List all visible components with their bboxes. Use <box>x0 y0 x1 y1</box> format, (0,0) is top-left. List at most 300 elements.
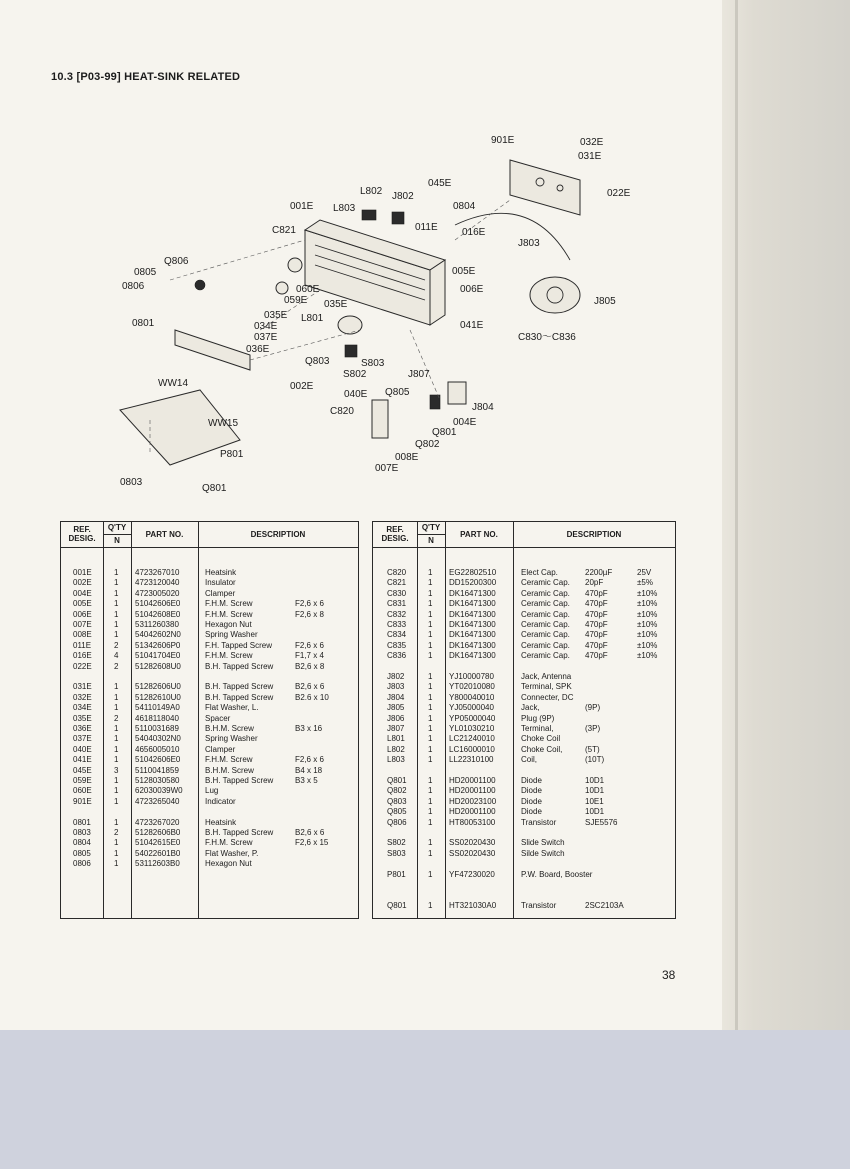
cell-desc: Ceramic Cap. <box>521 620 570 629</box>
cell-ref: P801 <box>387 869 406 879</box>
cell-qty: 2 <box>114 828 119 837</box>
cell-part: YP05000040 <box>449 713 496 723</box>
cell-desc: F.H.M. Screw <box>205 838 253 848</box>
label-c830-c836: C830～C836 <box>518 332 576 343</box>
cell-part: SS02020430 <box>449 848 496 858</box>
label-q805: Q805 <box>385 387 410 398</box>
cell-qty: 1 <box>428 724 433 733</box>
table-row <box>61 599 358 609</box>
cell-qty: 4 <box>114 651 119 661</box>
cell-qty: 1 <box>428 900 433 910</box>
cell-part: 51042606E0 <box>135 755 181 765</box>
label-p801: P801 <box>220 449 244 460</box>
table-row <box>61 578 358 588</box>
cell-ref: 032E <box>73 692 92 702</box>
cell-spec: (10T) <box>585 755 605 765</box>
table-row <box>373 797 675 807</box>
cell-part: LC16000010 <box>449 744 495 754</box>
cell-qty: 1 <box>114 744 119 754</box>
cell-desc: Spacer <box>205 713 231 723</box>
cell-ref: S803 <box>387 848 406 858</box>
cell-part: EG22802510 <box>449 568 497 577</box>
cell-spec: F2,6 x 8 <box>295 609 324 619</box>
cell-qty: 1 <box>114 776 119 785</box>
label-0806: 0806 <box>122 281 145 292</box>
table-row <box>373 838 675 848</box>
cell-ref: C832 <box>387 609 407 619</box>
label-j802: J802 <box>392 191 414 202</box>
label-q801-bottom: Q801 <box>202 483 227 494</box>
table-row <box>61 610 358 620</box>
parts-table-left <box>60 521 359 919</box>
cell-desc: Diode <box>521 796 542 806</box>
table-body <box>373 548 675 918</box>
label-j804: J804 <box>472 402 494 413</box>
label-040e: 040E <box>344 389 368 400</box>
cell-part: 5110041859 <box>135 765 179 775</box>
cell-ref: 011E <box>73 640 92 650</box>
header-ref: REF. DESIG. <box>381 525 409 543</box>
cell-desc: Diode <box>521 786 542 796</box>
cell-part: HD20001100 <box>449 807 496 817</box>
section-heading: 10.3 [P03-99] HEAT-SINK RELATED <box>51 71 241 83</box>
label-q802: Q802 <box>415 439 440 450</box>
cell-part: 54110149A0 <box>135 703 180 713</box>
cell-qty: 1 <box>428 786 433 796</box>
cell-desc: Clamper <box>205 744 236 754</box>
cell-part: 62030039W0 <box>135 786 183 796</box>
table-row <box>373 880 675 890</box>
cell-qty: 1 <box>428 651 433 661</box>
label-032e: 032E <box>580 137 604 148</box>
table-row <box>373 776 675 786</box>
cell-qty: 1 <box>114 682 119 692</box>
cell-qty: 1 <box>428 817 433 827</box>
label-007e: 007E <box>375 463 399 474</box>
cell-qty: 1 <box>428 568 433 577</box>
cell-ref: C830 <box>387 588 407 598</box>
table-row <box>373 870 675 880</box>
cell-ref: L801 <box>387 734 405 744</box>
cell-spec: 470pF <box>585 630 608 640</box>
header-qty-n: N <box>428 536 434 545</box>
cell-part: 51282606U0 <box>135 682 181 692</box>
cell-part: YT02010080 <box>449 682 495 692</box>
cell-ref: Q805 <box>387 807 407 817</box>
cell-spec: 470pF <box>585 588 608 598</box>
cell-part: 4723267010 <box>135 568 180 577</box>
cell-spec: 470pF <box>585 651 608 661</box>
cell-spec: (3P) <box>585 724 601 733</box>
cell-qty: 1 <box>428 682 433 692</box>
table-row <box>373 578 675 588</box>
cell-spec: SJE5576 <box>585 817 618 827</box>
cell-qty: 1 <box>428 734 433 744</box>
cell-ref: 006E <box>73 609 92 619</box>
cell-desc: Flat Washer, P. <box>205 848 259 858</box>
cell-part: 53112603B0 <box>135 859 180 869</box>
cell-spec: 470pF <box>585 640 608 650</box>
table-header <box>373 522 675 548</box>
cell-desc: Terminal, <box>521 724 554 733</box>
cell-ref: 005E <box>73 599 92 609</box>
cell-part: HD20001100 <box>449 786 496 796</box>
cell-ref: 0803 <box>73 828 91 837</box>
page-number: 38 <box>662 968 676 982</box>
cell-ref: C820 <box>387 568 407 577</box>
label-0803: 0803 <box>120 477 143 488</box>
cell-ref: C836 <box>387 651 407 661</box>
cell-desc: Ceramic Cap. <box>521 578 570 588</box>
cell-part: DK16471300 <box>449 630 496 640</box>
cell-ref: L803 <box>387 755 405 765</box>
cell-ref: J807 <box>387 724 405 733</box>
table-row <box>61 807 358 817</box>
cell-spec: B4 x 18 <box>295 765 323 775</box>
label-002e: 002E <box>290 381 314 392</box>
cell-part: 54022601B0 <box>135 848 181 858</box>
cell-part: Y800040010 <box>449 692 495 702</box>
cell-desc: Clamper <box>205 588 236 598</box>
cell-ref: 034E <box>73 703 92 713</box>
cell-qty: 1 <box>114 609 119 619</box>
header-part-no: PART NO. <box>145 530 184 539</box>
cell-part: 51282606B0 <box>135 828 181 837</box>
table-row <box>373 693 675 703</box>
table-row <box>61 828 358 838</box>
cell-spec: B2,6 x 6 <box>295 828 325 837</box>
cell-ref: C833 <box>387 620 407 629</box>
cell-desc: Hexagon Nut <box>205 620 252 629</box>
cell-qty: 1 <box>428 630 433 640</box>
table-row <box>61 776 358 786</box>
cell-part: DK16471300 <box>449 651 496 661</box>
table-row <box>61 672 358 682</box>
capacitor-c820 <box>372 400 388 438</box>
table-row <box>61 745 358 755</box>
table-row <box>61 755 358 765</box>
cell-ref: J802 <box>387 672 405 681</box>
label-059e: 059E <box>284 295 308 306</box>
cell-tol: ±10% <box>637 620 658 629</box>
cell-ref: 008E <box>73 630 92 640</box>
cell-spec: 470pF <box>585 620 608 629</box>
cell-desc: Spring Washer <box>205 734 258 744</box>
cell-spec: 20pF <box>585 578 604 588</box>
cell-desc: Diode <box>521 807 542 817</box>
table-row <box>373 755 675 765</box>
cell-ref: 004E <box>73 588 92 598</box>
table-row <box>61 630 358 640</box>
cell-desc: Plug (9P) <box>521 713 555 723</box>
cell-tol: ±10% <box>637 599 658 609</box>
table-row <box>61 797 358 807</box>
cell-qty: 2 <box>114 661 119 671</box>
table-row <box>373 630 675 640</box>
cell-qty: 1 <box>114 630 119 640</box>
header-description: DESCRIPTION <box>250 530 306 539</box>
cell-part: 51282608U0 <box>135 661 181 671</box>
cell-tol: ±5% <box>637 578 653 588</box>
cell-part: LC21240010 <box>449 734 495 744</box>
cell-spec: (9P) <box>585 703 601 713</box>
label-ww14: WW14 <box>158 378 188 389</box>
cell-desc: Connecter, DC <box>521 692 574 702</box>
table-row <box>373 901 675 911</box>
cell-qty: 1 <box>428 838 433 848</box>
cell-desc: Ceramic Cap. <box>521 588 570 598</box>
table-row <box>61 818 358 828</box>
cell-tol: ±10% <box>637 609 658 619</box>
table-row <box>373 859 675 869</box>
label-035e: 035E <box>264 310 288 321</box>
cell-qty: 1 <box>114 588 119 598</box>
cell-desc: Ceramic Cap. <box>521 599 570 609</box>
cell-ref: C831 <box>387 599 407 609</box>
label-j807: J807 <box>408 369 430 380</box>
cell-ref: 016E <box>73 651 92 661</box>
cell-part: YF47230020 <box>449 869 495 879</box>
cell-part: 4723265040 <box>135 796 180 806</box>
cell-qty: 1 <box>428 703 433 713</box>
label-006e: 006E <box>460 284 484 295</box>
cell-part: HD20023100 <box>449 796 497 806</box>
cell-spec: 10E1 <box>585 796 604 806</box>
cell-qty: 1 <box>428 609 433 619</box>
label-s803: S803 <box>361 358 385 369</box>
cell-part: DK16471300 <box>449 609 496 619</box>
table-row <box>61 859 358 869</box>
cell-qty: 1 <box>428 755 433 765</box>
cell-desc: Silde Switch <box>521 848 565 858</box>
label-036e: 036E <box>246 344 270 355</box>
label-034e: 034E <box>254 321 278 332</box>
header-description: DESCRIPTION <box>566 530 622 539</box>
cell-part: 51042606E0 <box>135 599 181 609</box>
cell-spec: 10D1 <box>585 807 605 817</box>
cell-tol: ±10% <box>637 588 658 598</box>
cell-part: LL22310100 <box>449 755 494 765</box>
cell-part: 51342606P0 <box>135 640 181 650</box>
table-row <box>61 682 358 692</box>
cell-part: 51042615E0 <box>135 838 181 848</box>
cell-qty: 1 <box>428 692 433 702</box>
page-edge-shadow <box>735 0 738 1030</box>
cell-qty: 1 <box>428 672 433 681</box>
cell-qty: 1 <box>114 724 119 733</box>
cell-desc: B.H. Tapped Screw <box>205 692 274 702</box>
label-j805: J805 <box>594 296 616 307</box>
cell-qty: 1 <box>114 578 119 588</box>
table-row <box>373 714 675 724</box>
table-row <box>61 651 358 661</box>
cell-desc: Hexagon Nut <box>205 859 252 869</box>
cell-qty: 1 <box>428 640 433 650</box>
cell-qty: 1 <box>428 599 433 609</box>
label-016e: 016E <box>462 227 486 238</box>
cell-qty: 1 <box>428 796 433 806</box>
cell-desc: Ceramic Cap. <box>521 651 570 661</box>
cell-part: 54042602N0 <box>135 630 181 640</box>
cell-qty: 1 <box>114 796 119 806</box>
table-row <box>61 662 358 672</box>
cell-desc: Terminal, SPK <box>521 682 572 692</box>
cell-spec: F2,6 x 15 <box>295 838 329 848</box>
cell-part: 4723267020 <box>135 817 180 827</box>
table-row <box>373 672 675 682</box>
cell-ref: 001E <box>73 568 92 577</box>
cell-qty: 1 <box>428 848 433 858</box>
label-008e: 008E <box>395 452 419 463</box>
label-041e: 041E <box>460 320 484 331</box>
cell-ref: J806 <box>387 713 405 723</box>
label-022e: 022E <box>607 188 631 199</box>
cell-spec: F2,6 x 6 <box>295 599 324 609</box>
cell-desc: F.H.M. Screw <box>205 609 253 619</box>
cell-part: HD20001100 <box>449 776 496 785</box>
cell-ref: 0805 <box>73 848 91 858</box>
cell-spec: 470pF <box>585 609 608 619</box>
cell-qty: 1 <box>114 568 119 577</box>
cell-part: DK16471300 <box>449 620 496 629</box>
cell-desc: Ceramic Cap. <box>521 640 570 650</box>
cell-qty: 1 <box>114 817 119 827</box>
cell-ref: 002E <box>73 578 92 588</box>
cell-desc: B.H. Tapped Screw <box>205 776 274 785</box>
table-row <box>373 828 675 838</box>
label-0805: 0805 <box>134 267 157 278</box>
cell-ref: Q801 <box>387 900 407 910</box>
cell-spec: B2.6 x 10 <box>295 692 329 702</box>
cell-desc: Diode <box>521 776 542 785</box>
cell-part: DD15200300 <box>449 578 497 588</box>
table-row <box>373 651 675 661</box>
cell-desc: Heatsink <box>205 568 237 577</box>
cell-qty: 1 <box>114 599 119 609</box>
cell-ref: 0806 <box>73 859 91 869</box>
cell-qty: 1 <box>428 713 433 723</box>
label-045e: 045E <box>428 178 452 189</box>
cell-desc: F.H.M. Screw <box>205 651 253 661</box>
cell-qty: 1 <box>114 786 119 796</box>
label-011e: 011E <box>415 222 438 233</box>
label-q801: Q801 <box>432 427 457 438</box>
cell-desc: Heatsink <box>205 817 237 827</box>
table-row <box>373 599 675 609</box>
lower-heatsink <box>175 330 250 370</box>
coil-l801 <box>338 316 362 334</box>
table-row <box>373 734 675 744</box>
table-row <box>61 703 358 713</box>
cell-desc: Ceramic Cap. <box>521 609 570 619</box>
cell-spec: 2200µF <box>585 568 613 577</box>
cell-spec: 10D1 <box>585 786 605 796</box>
cell-part: DK16471300 <box>449 588 496 598</box>
cell-ref: 040E <box>73 744 92 754</box>
label-901e: 901E <box>491 135 515 146</box>
cell-part: 4656005010 <box>135 744 180 754</box>
cell-qty: 1 <box>114 859 119 869</box>
cell-part: DK16471300 <box>449 640 496 650</box>
cell-qty: 1 <box>114 620 119 629</box>
cell-spec: B3 x 16 <box>295 724 323 733</box>
table-row <box>61 589 358 599</box>
cell-qty: 1 <box>428 776 433 785</box>
label-004e: 004E <box>453 417 477 428</box>
cell-ref: 007E <box>73 620 92 629</box>
table-row <box>61 724 358 734</box>
table-row <box>61 786 358 796</box>
cell-ref: S802 <box>387 838 406 848</box>
cell-desc: Insulator <box>205 578 236 588</box>
cell-tol: 25V <box>637 568 652 577</box>
indicator-bracket <box>510 160 580 215</box>
cell-desc: Lug <box>205 786 219 796</box>
exploded-diagram <box>110 120 650 510</box>
cell-desc: Transistor <box>521 817 557 827</box>
cell-ref: Q802 <box>387 786 407 796</box>
cell-tol: ±10% <box>637 630 658 640</box>
cell-ref: 060E <box>73 786 92 796</box>
label-001e: 001E <box>290 201 314 212</box>
table-row <box>373 786 675 796</box>
cell-part: 5311260380 <box>135 620 179 629</box>
cell-qty: 1 <box>114 755 119 765</box>
label-ww15: WW15 <box>208 418 238 429</box>
cell-ref: Q801 <box>387 776 407 785</box>
cell-desc: Choke Coil, <box>521 744 563 754</box>
cell-part: 51282610U0 <box>135 692 181 702</box>
label-l803: L803 <box>333 203 356 214</box>
cell-desc: Choke Coil <box>521 734 561 744</box>
cell-desc: B.H. Tapped Screw <box>205 828 274 837</box>
table-row <box>373 662 675 672</box>
table-body <box>61 548 358 918</box>
cell-ref: L802 <box>387 744 405 754</box>
table-row <box>61 714 358 724</box>
cell-part: 51042608E0 <box>135 609 181 619</box>
cell-ref: 0804 <box>73 838 91 848</box>
label-c820: C820 <box>330 406 354 417</box>
header-qty: Q'TY <box>421 523 441 532</box>
cell-ref: J803 <box>387 682 405 692</box>
cell-spec: 470pF <box>585 599 608 609</box>
table-row <box>373 745 675 755</box>
table-row <box>373 620 675 630</box>
cell-desc: Slide Switch <box>521 838 565 848</box>
table-row <box>373 849 675 859</box>
table-row <box>61 693 358 703</box>
cell-spec: (5T) <box>585 744 600 754</box>
cell-part: 51041704E0 <box>135 651 181 661</box>
table-row <box>61 734 358 744</box>
label-l801: L801 <box>301 313 324 324</box>
header-part-no: PART NO. <box>460 530 498 539</box>
cell-tol: ±10% <box>637 651 658 661</box>
cell-qty: 1 <box>114 703 119 713</box>
table-row <box>373 766 675 776</box>
cell-ref: 901E <box>73 796 92 806</box>
label-0804: 0804 <box>453 201 476 212</box>
cell-part: 4723120040 <box>135 578 180 588</box>
cell-desc: B.H. Tapped Screw <box>205 682 274 692</box>
table-row <box>61 849 358 859</box>
header-qty-n: N <box>114 536 120 545</box>
cell-ref: J805 <box>387 703 405 713</box>
table-row <box>373 641 675 651</box>
cell-spec: F2,6 x 6 <box>295 640 324 650</box>
cell-qty: 1 <box>428 588 433 598</box>
